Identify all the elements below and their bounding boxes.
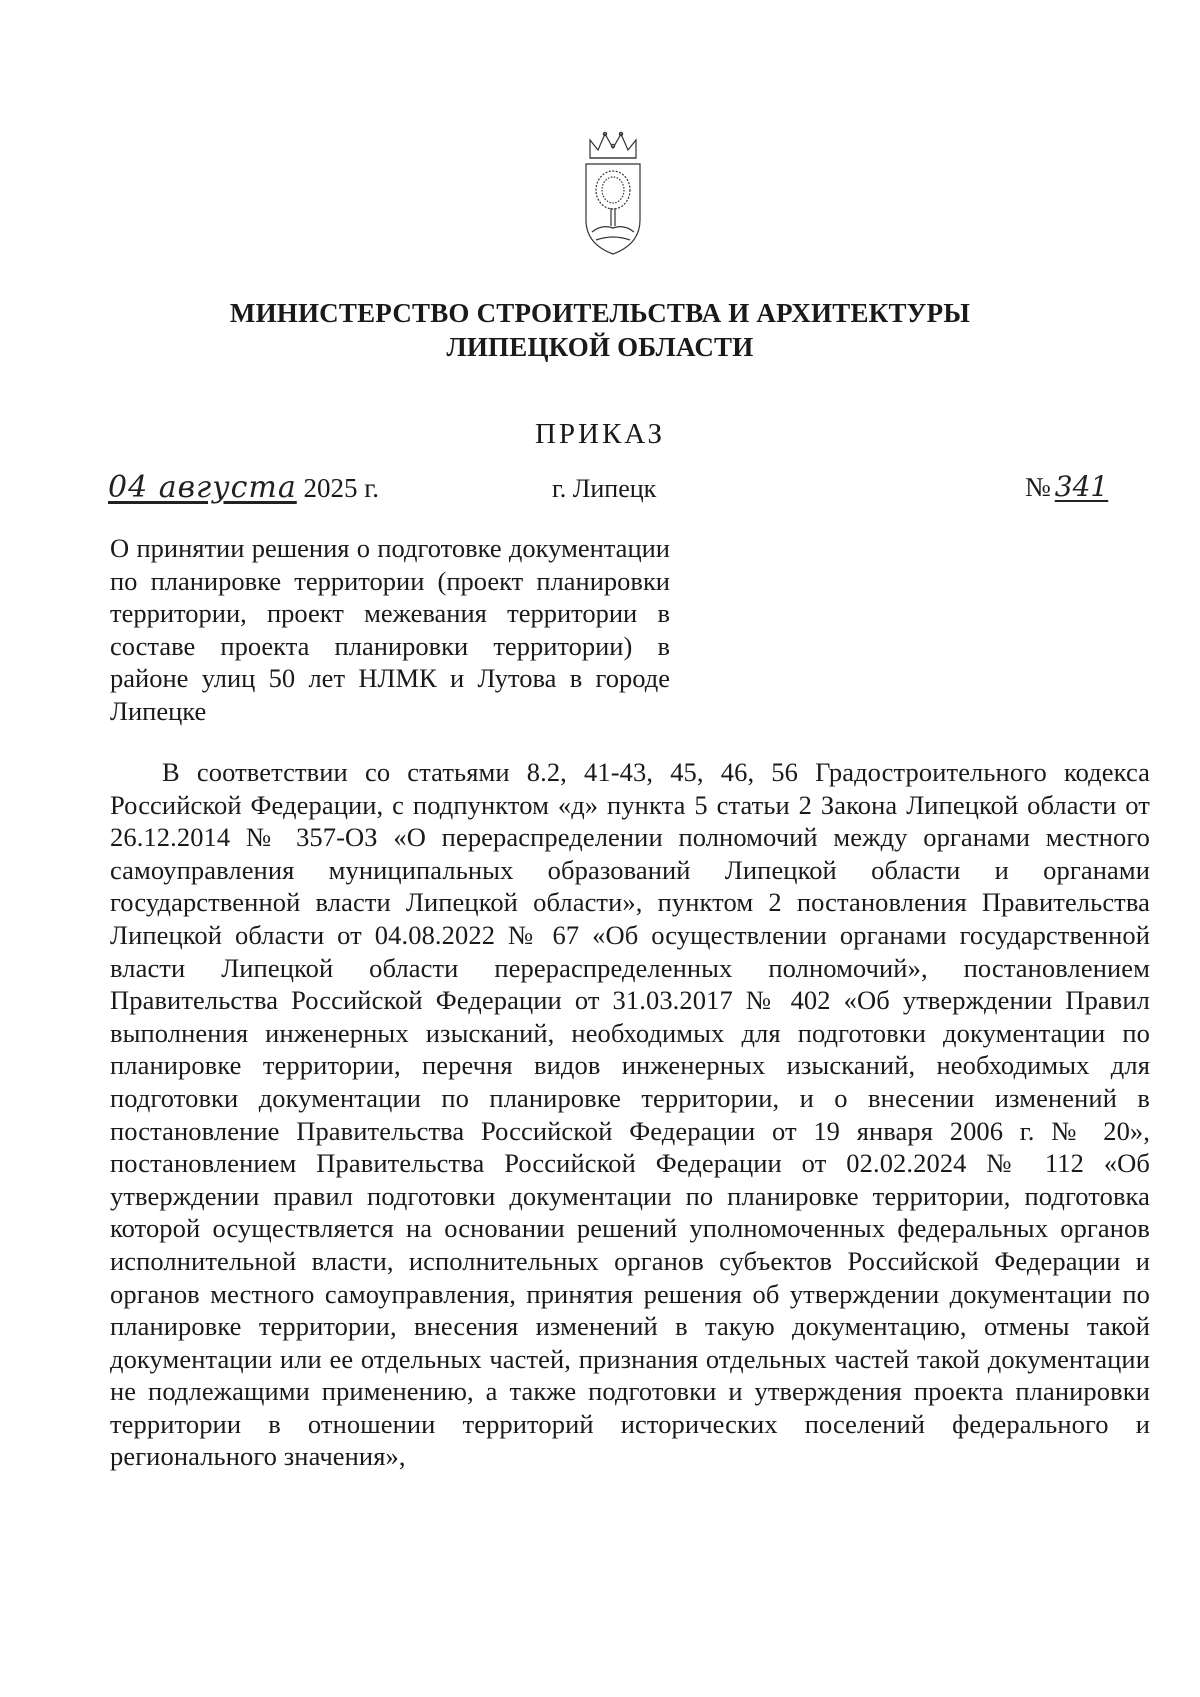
organization-name-line2: ЛИПЕЦКОЙ ОБЛАСТИ: [446, 332, 754, 362]
date-handwritten: 04 августа: [108, 470, 297, 505]
document-type: ПРИКАЗ: [534, 418, 666, 450]
organization-name-line1: МИНИСТЕРСТВО СТРОИТЕЛЬСТВА И АРХИТЕКТУРЫ: [229, 298, 971, 328]
coat-of-arms-icon: [578, 128, 648, 260]
document-city: г. Липецк: [552, 474, 657, 503]
date-year: 2025 г.: [303, 473, 380, 503]
number-handwritten: 341: [1054, 470, 1109, 503]
document-body-paragraph: В соответствии со статьями 8.2, 41-43, 45, 46, 56 Градостроительного кодекса Российской Федерации, с подпунктом «д» пункта 5 статьи 2 Закона Липецкой области от 26.12.2014 № 357-ОЗ «О перераспределении полномочий между органами местного самоуправления муниципальных образований Липецкой области и органами государственной власти Липецкой области», пунктом 2 постановления Правительства Липецкой области от 04.08.2022 № 67 «Об осуществлении органами государственной власти Липецкой области перераспределенных полномочий», постановлением Правительства Российской Федерации от 31.03.2017 № 402 «Об утверждении Правил выполнения инженерных изысканий, необходимых для подготовки документации по планировке территории, перечня видов инженерных изысканий, необходимых для подготовки документации по планировке территории, и о внесении изменений в постановление Правительства Российской Федерации от 19 января 2006 г. № 20», постановлением Правительства Российской Федерации от 02.02.2024 № 112 «Об утверждении правил подготовки документации по планировке территории, подготовка которой осуществляется на основании решений уполномоченных федеральных органов исполнительной власти, исполнительных органов субъектов Российской Федерации и органов местного самоуправления, принятия решения об утверждении документации по планировке территории, внесения изменений в такую документацию, отмены такой документации или ее отдельных частей, признания отдельных частей такой документации не подлежащими применению, а также подготовки и утверждения проекта планировки территории в отношении территорий исторических поселений федерального и регионального значения»,: [110, 757, 1150, 1472]
document-date: [108, 470, 379, 505]
document-number: [1025, 470, 1108, 503]
document-subject: О принятии решения о подготовке документации по планировке территории (проект планировки территории, проект межевания территории в составе проекта планировки территории) в районе улиц 50 лет НЛМК и Лутова в городе Липецке: [110, 533, 670, 726]
number-prefix: №: [1025, 472, 1051, 502]
